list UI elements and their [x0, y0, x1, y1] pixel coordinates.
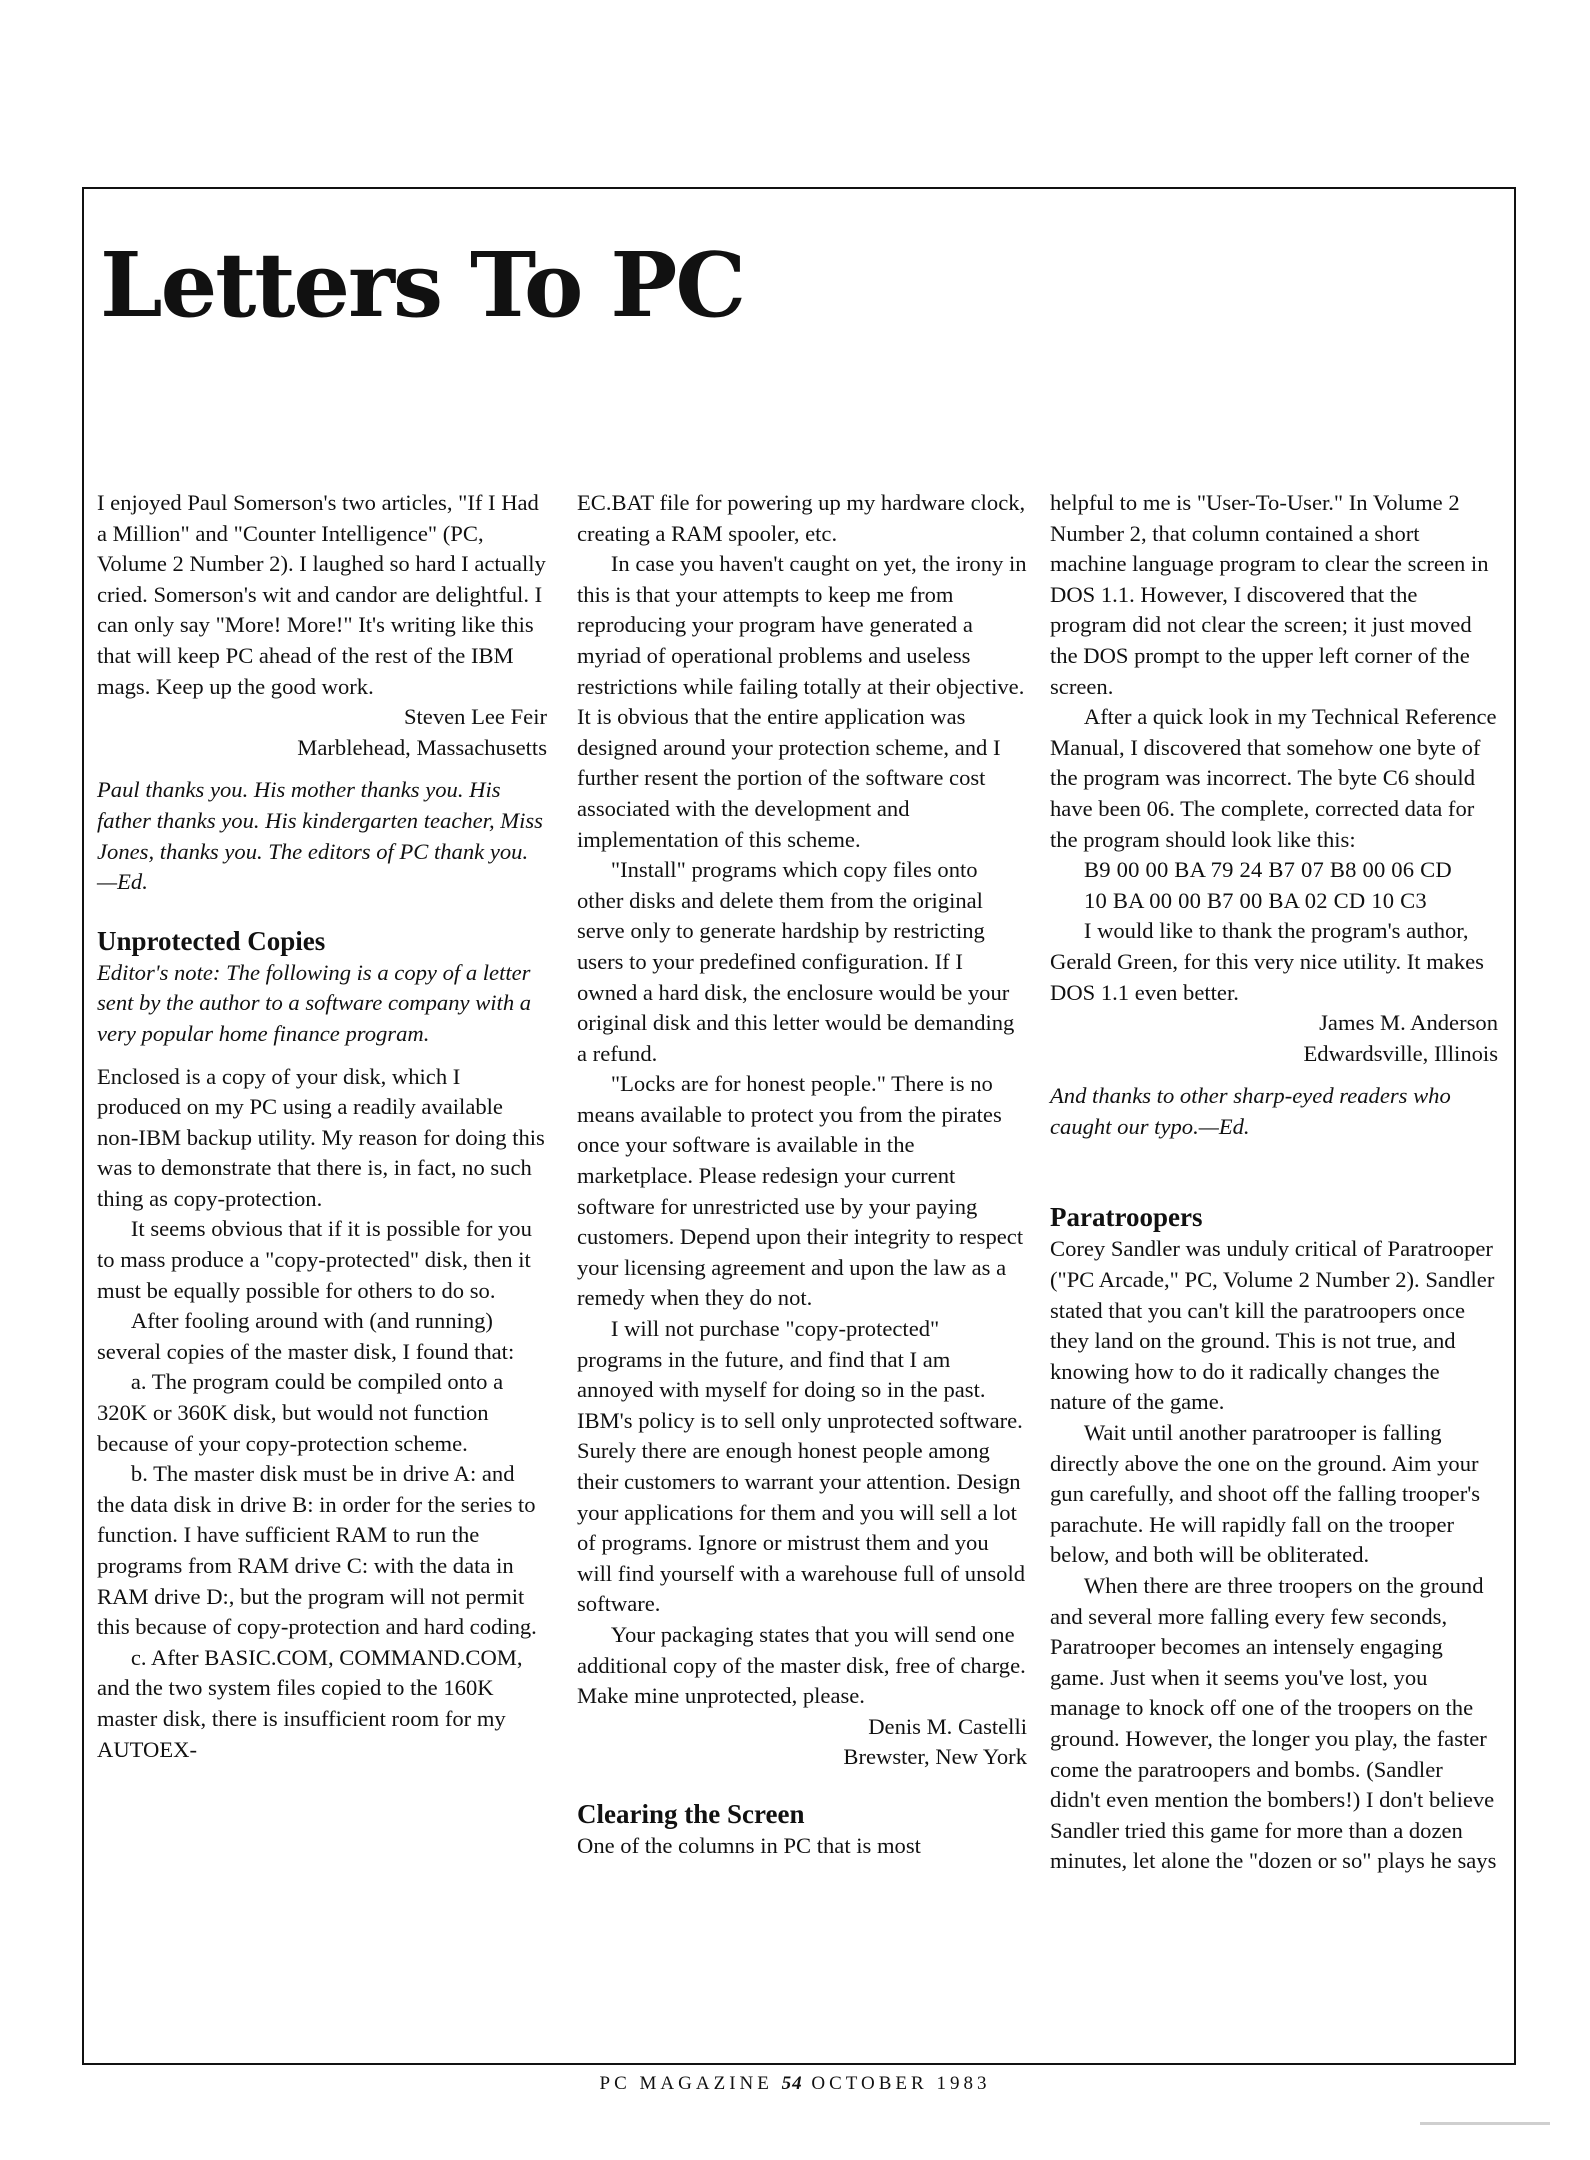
editor-reply: And thanks to other sharp-eyed readers who caught our typo.—Ed. [1050, 1083, 1451, 1139]
paragraph: I would like to thank the program's author, Gerald Green, for this very nice utility. It makes DOS 1.1 even better. [1050, 918, 1484, 1005]
paragraph: "Install" programs which copy files onto other disks and delete them from the original serve only to generate hardship by restricting users to your predefined configuration. If I owned a hard disk, the enclosure would be your original disk and this letter would be demanding a refund. [577, 857, 1015, 1066]
column-3 [1050, 488, 1498, 1877]
paragraph: c. After BASIC.COM, COMMAND.COM, and the two system files copied to the 160K master disk, there is insufficient room for my AUTOEX- [97, 1644, 523, 1762]
column-1 [97, 488, 547, 1765]
page-number: 54 [781, 2073, 803, 2094]
signature-line: James M. Anderson [1319, 1010, 1498, 1036]
signature-line: Marblehead, Massachusetts [297, 734, 547, 760]
paragraph: a. The program could be compiled onto a 320K or 360K disk, but would not function because of your copy-protection scheme. [97, 1369, 504, 1456]
paragraph: I enjoyed Paul Somerson's two articles, "If I Had a Million" and "Counter Intelligence" (PC, Volume 2 Number 2). I laughed so hard I actually cried. Somerson's wit and candor are delightful. I can only say "More! More!" It's writing like this that will keep PC ahead of the rest of the IBM mags. Keep up the good work. [97, 490, 546, 699]
signature-line: Steven Lee Feir [403, 704, 547, 730]
paragraph: Enclosed is a copy of your disk, which I produced on my PC using a readily available non-IBM backup utility. My reason for doing this was to demonstrate that there is, in fact, no such thing as copy-protection. [97, 1063, 545, 1211]
paragraph: After a quick look in my Technical Reference Manual, I discovered that somehow one byte of the program was incorrect. The byte C6 should have been 06. The complete, corrected data for the program should look like this: [1050, 704, 1497, 852]
paragraph: Your packaging states that you will send one additional copy of the master disk, free of charge. Make mine unprotected, please. [577, 1621, 1026, 1709]
editor-note: Editor's note: The following is a copy of a letter sent by the author to a software company with a very popular home finance program. [97, 959, 532, 1046]
page-footer [0, 2073, 1590, 2095]
footer-magazine-name: PC MAGAZINE [599, 2073, 773, 2094]
paragraph: EC.BAT file for powering up my hardware clock, creating a RAM spooler, etc. [577, 490, 1026, 546]
paragraph: "Locks are for honest people." There is no means available to protect you from the pirates once your software is available in the marketplace. Please redesign your current software for unrestricted use by your paying customers. Depend upon their integrity to respect your licensing agreement and upon the law as a remedy when they do not. [577, 1071, 1024, 1311]
code-line: B9 00 00 BA 79 24 B7 07 B8 00 06 CD [1084, 857, 1452, 883]
footer-issue-date: OCTOBER 1983 [811, 2073, 991, 2094]
scan-artifact [1420, 2122, 1550, 2125]
paragraph: b. The master disk must be in drive A: and the data disk in drive B: in order for the series to function. I have sufficient RAM to run the programs from RAM drive C: with the data in RAM drive D:, but the program will not permit this because of copy-protection and hard coding. [97, 1461, 537, 1640]
paragraph: helpful to me is "User-To-User." In Volume 2 Number 2, that column contained a short machine language program to clear the screen in DOS 1.1. However, I discovered that the program did not clear the screen; it just moved the DOS prompt to the upper left corner of the screen. [1050, 490, 1489, 699]
code-line: 10 BA 00 00 B7 00 BA 02 CD 10 C3 [1084, 887, 1427, 913]
section-heading: Clearing the Screen [577, 1798, 805, 1829]
signature-line: Brewster, New York [843, 1744, 1027, 1770]
paragraph: One of the columns in PC that is most [577, 1832, 921, 1858]
paragraph: Corey Sandler was unduly critical of Paratrooper ("PC Arcade," PC, Volume 2 Number 2). Sandler stated that you can't kill the paratroopers once they land on the ground. This is not true, and knowing how to do it radically changes the nature of the game. [1050, 1236, 1495, 1415]
signature-line: Edwardsville, Illinois [1303, 1040, 1498, 1066]
paragraph: It seems obvious that if it is possible for you to mass produce a "copy-protected" disk, then it must be equally possible for others to do so. [97, 1216, 532, 1303]
column-2 [577, 488, 1027, 1862]
paragraph: In case you haven't caught on yet, the irony in this is that your attempts to keep me from reproducing your program have generated a myriad of operational problems and useless restrictions while failing totally at their objective. It is obvious that the entire application was designed around your protection scheme, and I further resent the portion of the software cost associated with the development and implementation of this scheme. [577, 551, 1027, 852]
signature-line: Denis M. Castelli [868, 1713, 1027, 1739]
section-heading: Paratroopers [1050, 1202, 1203, 1233]
paragraph: I will not purchase "copy-protected" programs in the future, and find that I am annoyed with myself for doing so in the past. IBM's policy is to sell only unprotected software. Surely there are enough honest people among their customers to warrant your attention. Design your applications for them and you will sell a lot of programs. Ignore or mistrust them and you will find yourself with a warehouse full of unsold software. [577, 1316, 1026, 1617]
paragraph: After fooling around with (and running) several copies of the master disk, I found that: [97, 1308, 515, 1364]
paragraph: When there are three troopers on the ground and several more falling every few seconds, Paratrooper becomes an intensely engaging game. Just when it seems you've lost, you manage to knock off one of the troopers on the ground. However, the longer you play, the faster come the paratroopers and bombs. (Sandler didn't even mention the bombers!) I don't believe Sandler tried this game for more than a dozen minutes, let alone the "dozen or so" plays he says [1050, 1573, 1497, 1874]
page-title: Letters To PC [100, 232, 745, 337]
section-heading: Unprotected Copies [97, 925, 326, 956]
paragraph: Wait until another paratrooper is falling directly above the one on the ground. Aim your gun carefully, and shoot off the falling trooper's parachute. He will rapidly fall on the trooper below, and both will be obliterated. [1050, 1420, 1481, 1568]
editor-reply: Paul thanks you. His mother thanks you. His father thanks you. His kindergarten teacher, Miss Jones, thanks you. The editors of PC thank you.—Ed. [97, 777, 543, 895]
